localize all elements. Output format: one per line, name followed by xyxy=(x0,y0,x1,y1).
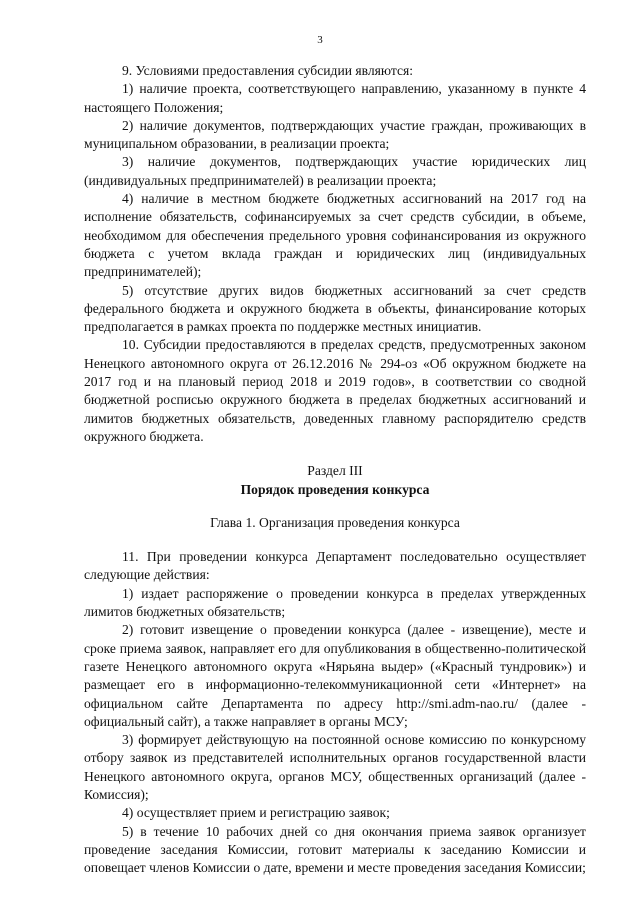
paragraph-11-item-3: 3) формирует действующую на постоянной основе комиссию по конкурсному отбору заявок из представителей исполнительных органов государственной власти Ненецкого автономного округа, органов МСУ, общественных организаций (далее - Комиссия); xyxy=(84,732,586,802)
document-body xyxy=(84,62,586,877)
paragraph-11-item-5: 5) в течение 10 рабочих дней со дня окончания приема заявок организует проведение заседания Комиссии, готовит материалы к заседанию Комиссии и оповещает членов Комиссии о дате, времени и месте проведения заседания Комиссии; xyxy=(84,823,586,876)
section-number: Раздел III xyxy=(307,463,363,479)
paragraph-11-item-2: 2) готовит извещение о проведении конкурса (далее - извещение), месте и сроке приема заявок, направляет его для опубликования в общественно-политической газете Ненецкого автономного округа «Нярьяна выдер» («Красный тундровик») и размещает его в информационно-телекоммуникационной сети «Интернет» на официальном сайте Департамента по адресу http://smi.adm-nao.ru/ (далее - официальный сайт), а также направляет в органы МСУ; xyxy=(84,622,586,729)
page-number: 3 xyxy=(317,34,323,46)
section-title: Порядок проведения конкурса xyxy=(240,481,430,497)
paragraph-9: 9. Условиями предоставления субсидии являются: xyxy=(122,63,414,78)
paragraph-9-item-2: 2) наличие документов, подтверждающих участие граждан, проживающих в муниципальном образовании, в реализации проекта; xyxy=(84,117,586,152)
paragraph-11-item-1: 1) издает распоряжение о проведении конкурса в пределах утвержденных лимитов бюджетных обязательств; xyxy=(84,585,586,620)
paragraph-11-item-4: 4) осуществляет прием и регистрацию заявок; xyxy=(122,805,390,821)
chapter-title: Глава 1. Организация проведения конкурса xyxy=(210,514,460,530)
paragraph-9-item-3: 3) наличие документов, подтверждающих участие юридических лиц (индивидуальных предпринимателей) в реализации проекта; xyxy=(84,154,586,188)
paragraph-9-item-5: 5) отсутствие других видов бюджетных ассигнований за счет средств федерального бюджета и окружного бюджета в объекты, финансирование которых предполагается в рамках проекта по поддержке местных инициатив. xyxy=(84,282,586,335)
paragraph-9-item-4: 4) наличие в местном бюджете бюджетных ассигнований на 2017 год на исполнение обязательств, софинансируемых за счет средств субсидии, в объеме, необходимом для обеспечения предельного уровня софинансирования из окружного бюджета с учетом вклада граждан и юридических лиц (индивидуальных предпринимателей); xyxy=(84,191,586,280)
paragraph-9-item-1: 1) наличие проекта, соответствующего направлению, указанному в пункте 4 настоящего Положения; xyxy=(84,81,586,115)
paragraph-11: 11. При проведении конкурса Департамент последовательно осуществляет следующие действия: xyxy=(84,549,586,583)
paragraph-10: 10. Субсидии предоставляются в пределах средств, предусмотренных законом Ненецкого автономного округа от 26.12.2016 № 294-оз «Об окружном бюджете на 2017 год и на плановый период 2018 и 2019 годов», в соответствии со сводной бюджетной росписью окружного бюджета в пределах бюджетных ассигнований и лимитов бюджетных обязательств, доведенных главному распорядителю средств окружного бюджета. xyxy=(84,337,586,444)
